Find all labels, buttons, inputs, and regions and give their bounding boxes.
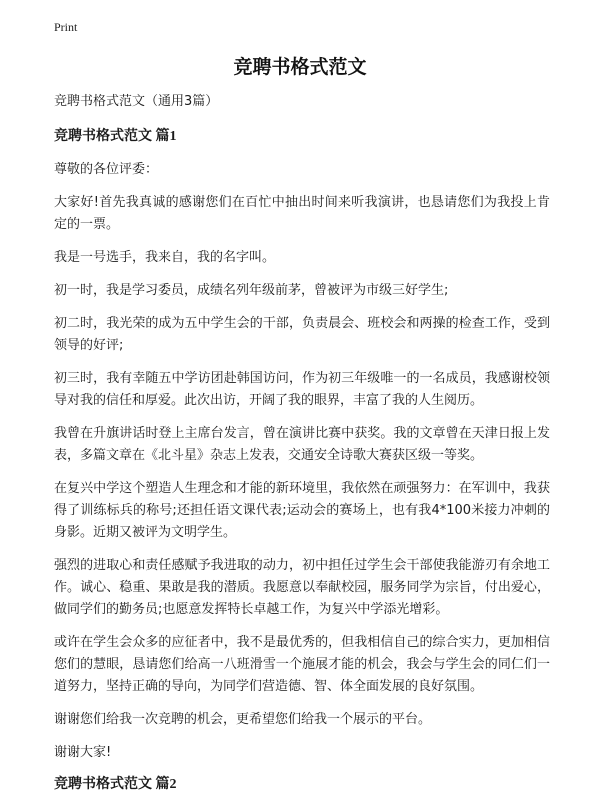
paragraph: 谢谢您们给我一次竞聘的机会，更希望您们给我一个展示的平台。 bbox=[54, 712, 432, 727]
paragraph: 大家好!首先我真诚的感谢您们在百忙中抽出时间来听我演讲，也恳请您们为我投上肯定的一票。 bbox=[54, 195, 550, 232]
paragraph: 我是一号选手，我来自，我的名字叫。 bbox=[54, 250, 276, 265]
paragraph-closing: 谢谢大家! bbox=[54, 745, 112, 760]
paragraph: 或许在学生会众多的应征者中，我不是最优秀的，但我相信自己的综合实力，更加相信您们的慧眼，恳请您们给高一八班滑雪一个施展才能的机会，我会与学生会的同仁们一道努力，坚持正确的导向，为同学们营造德、智、体全面发展的良好氛围。 bbox=[54, 635, 550, 694]
paragraph: 初一时，我是学习委员，成绩名列年级前茅，曾被评为市级三好学生; bbox=[54, 283, 449, 298]
paragraph: 初二时，我光荣的成为五中学生会的干部，负责晨会、班校会和两操的检查工作，受到领导的好评; bbox=[54, 316, 550, 353]
document-title: 竞聘书格式范文 bbox=[233, 56, 367, 78]
paragraph: 在复兴中学这个塑造人生理念和才能的新环境里，我依然在顽强努力：在军训中，我获得了训练标兵的称号;还担任语文课代表;运动会的赛场上，也有我4*100米接力冲刺的身影。近期又被评为文明学生。 bbox=[54, 481, 550, 540]
paragraph: 强烈的进取心和责任感赋予我进取的动力，初中担任过学生会干部使我能游刃有余地工作。诚心、稳重、果敢是我的潜质。我愿意以奉献校园，服务同学为宗旨，付出爱心，做同学们的勤务员;也愿意发挥特长卓越工作，为复兴中学添光增彩。 bbox=[54, 558, 550, 617]
print-link[interactable]: Print bbox=[54, 20, 78, 34]
document-body bbox=[54, 92, 550, 807]
document-subtitle: 竞聘书格式范文（通用3篇） bbox=[54, 94, 219, 109]
section-heading-2: 竞聘书格式范文 篇2 bbox=[54, 777, 177, 792]
paragraph: 初三时，我有幸随五中学访团赴韩国访问，作为初三年级唯一的一名成员，我感谢校领导对我的信任和厚爱。此次出访，开阔了我的眼界，丰富了我的人生阅历。 bbox=[54, 371, 550, 408]
paragraph: 我曾在升旗讲话时登上主席台发言，曾在演讲比赛中获奖。我的文章曾在天津日报上发表，多篇文章在《北斗星》杂志上发表，交通安全诗歌大赛获区级一等奖。 bbox=[54, 426, 550, 463]
paragraph-salutation: 尊敬的各位评委： bbox=[54, 162, 159, 177]
section-heading-1: 竞聘书格式范文 篇1 bbox=[54, 129, 177, 144]
